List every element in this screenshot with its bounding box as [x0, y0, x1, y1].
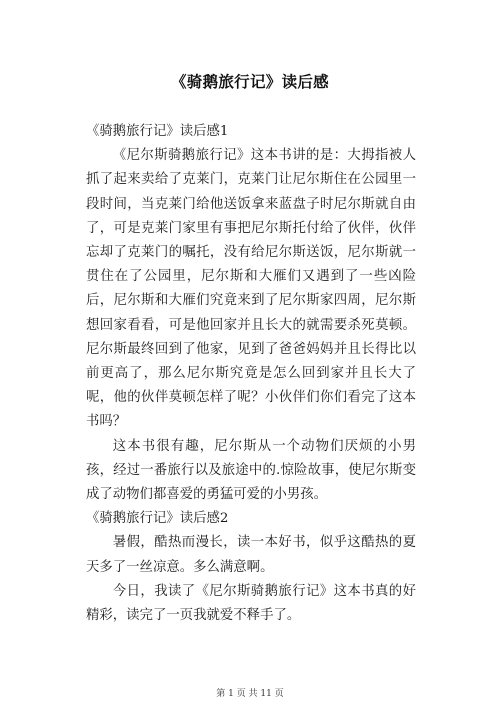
section-heading-2: 《骑鹅旅行记》读后感2 — [86, 511, 229, 527]
paragraph: 《尼尔斯骑鹅旅行记》这本书讲的是：大拇指被人抓了起来卖给了克莱门，克莱门让尼尔斯住在公园里一段时间，当克莱门给他送饭拿来蓝盘子时尼尔斯就自由了，可是克莱门家里有事把尼尔斯托付给了伙伴，伙伴忘却了克莱门的嘱托，没有给尼尔斯送饭，尼尔斯就一贯住在了公园里，尼尔斯和大雁们又遇到了一些凶险后，尼尔斯和大雁们究竟来到了尼尔斯家四周，尼尔斯想回家看看，可是他回家并且长大的就需要杀死莫顿。尼尔斯最终回到了他家，见到了爸爸妈妈并且长得比以前更高了，那么尼尔斯究竟是怎么回到家并且长大了呢，他的伙伴莫顿怎样了呢？小伙伴们你们看完了这本书吗？ — [86, 148, 416, 430]
page-footer: 第 1 页 共 11 页 — [216, 689, 284, 699]
document-title: 《骑鹅旅行记》读后感 — [170, 73, 329, 91]
document-body — [86, 120, 416, 628]
paragraph: 这本书很有趣，尼尔斯从一个动物们厌烦的小男孩，经过一番旅行以及旅途中的.惊险故事，使尼尔斯变成了动物们都喜爱的勇猛可爱的小男孩。 — [86, 438, 416, 503]
paragraph: 今日，我读了《尼尔斯骑鹅旅行记》这本书真的好精彩，读完了一页我就爱不释手了。 — [86, 583, 416, 624]
paragraph: 暑假，酷热而漫长，读一本好书，似乎这酷热的夏天多了一丝凉意。多么满意啊。 — [86, 535, 416, 575]
section-heading-1: 《骑鹅旅行记》读后感1 — [86, 124, 229, 139]
